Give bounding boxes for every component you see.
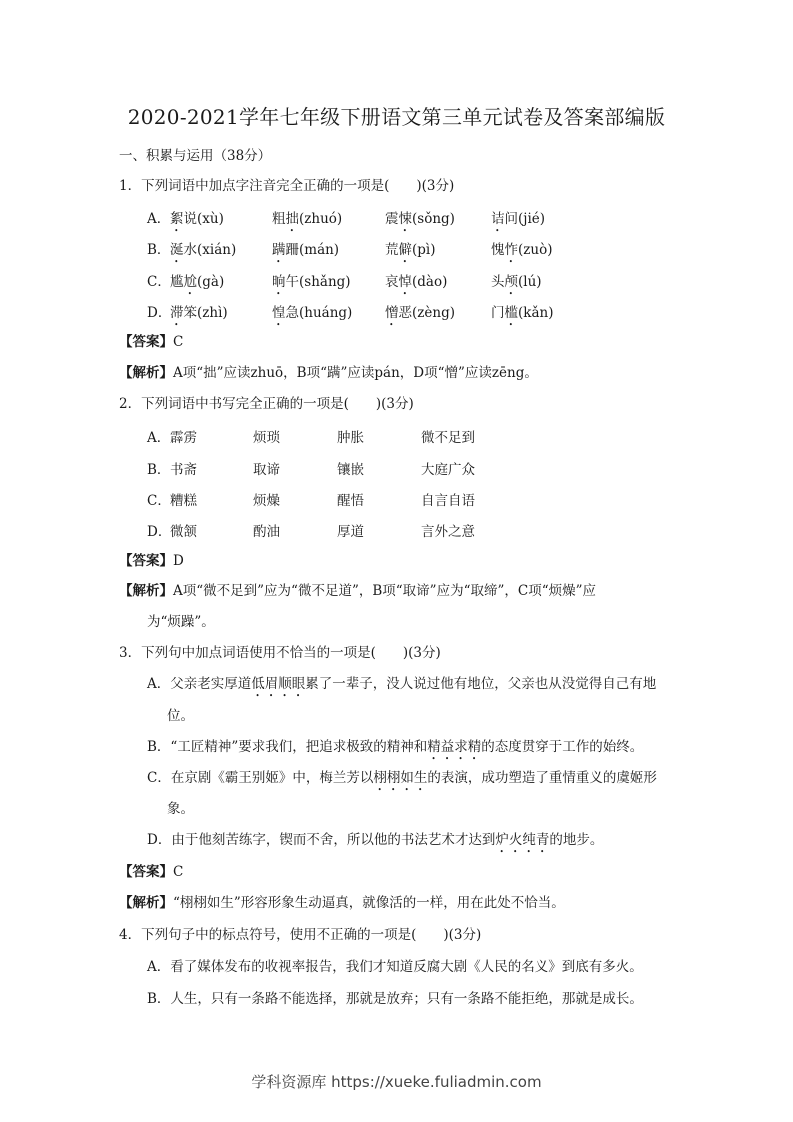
q1-option-c-item: 晌午(shǎng) [272, 274, 351, 290]
q1-option-c-label: C． [147, 274, 171, 290]
option-text: C．在京剧《霸王别姬》中，梅兰芳以 [147, 770, 374, 786]
q2-option-c-item: 自言自语 [421, 493, 475, 509]
analysis-text: “栩栩如生”形容形象生动逼真，就像活的一样，用在此处不恰当。 [173, 895, 565, 911]
q3-option-a [147, 675, 656, 700]
dotted-phrase: 精益求精 [427, 739, 482, 755]
q2-option-b-item: 大庭广众 [421, 462, 475, 478]
q2-option-c-item: 糟糕 [170, 493, 197, 509]
q1-answer [119, 333, 183, 351]
q3-option-b [147, 738, 643, 763]
q4-stem: 4．下列句子中的标点符号，使用不正确的一项是( )(3分) [119, 927, 482, 943]
answer-tag: 【答案】 [119, 553, 173, 569]
q2-option-a-item: 微不足到 [421, 430, 475, 446]
answer-value: C [173, 334, 184, 350]
q2-option-a-item: 烦琐 [253, 430, 280, 446]
q1-option-a-item: 诘问(jié) [491, 211, 546, 227]
q3-analysis [119, 894, 565, 912]
q2-option-b-item: 书斋 [170, 462, 197, 478]
q3-option-d [147, 831, 603, 856]
q2-option-d-item: 酌油 [253, 524, 280, 540]
q1-option-c-item: 尴尬(gà) [170, 274, 225, 290]
dotted-phrase: 炉火纯青 [495, 832, 550, 848]
dotted-phrase: 低眉顺眼 [251, 676, 306, 692]
analysis-text: A项“微不足到”应为“微不足道”，B项“取谛”应为“取缔”，C项“烦燥”应 [173, 583, 597, 599]
q1-option-d-item: 门槛(kǎn) [491, 305, 554, 321]
q1-option-a-item: 震悚(sǒng) [385, 211, 455, 227]
q1-option-d-item: 憎恶(zèng) [385, 305, 455, 321]
answer-tag: 【答案】 [119, 334, 173, 350]
q1-option-d-label: D． [147, 305, 172, 321]
q2-option-a-item: 肿胀 [337, 430, 364, 446]
q1-option-a-item: 粗拙(zhuó) [272, 211, 343, 227]
q2-option-d-item: 言外之意 [421, 524, 475, 540]
q1-option-d-item: 惶急(huáng) [272, 305, 353, 321]
q1-option-b-item: 蹒跚(mán) [272, 242, 340, 258]
analysis-tag: 【解析】 [119, 583, 173, 599]
q2-answer [119, 552, 184, 570]
option-text: A．父亲老实厚道 [147, 676, 252, 692]
option-text: 的表演，成功塑造了重情重义的虞姬形 [427, 770, 657, 786]
answer-value: D [173, 553, 184, 569]
q3-option-c [147, 769, 657, 794]
q2-option-c-label: C． [147, 493, 171, 509]
analysis-text: A项“拙”应读zhuō，B项“蹒”应读pán，D项“憎”应读zēng。 [173, 365, 538, 381]
q1-option-b-item: 涎水(xián) [170, 242, 237, 258]
q1-option-a-item: 絮说(xù) [170, 211, 224, 227]
section-heading: 一、积累与运用（38分） [119, 148, 272, 164]
option-text: 的态度贯穿于工作的始终。 [481, 739, 644, 755]
q2-option-c-item: 烦燥 [253, 493, 280, 509]
q1-option-b-label: B． [147, 242, 171, 258]
answer-tag: 【答案】 [119, 864, 173, 880]
option-text: 的地步。 [549, 832, 604, 848]
option-text: 累了一辈子，没人说过他有地位，父亲也从没觉得自己有地 [305, 676, 657, 692]
q2-option-a-label: A． [147, 430, 171, 446]
q1-analysis [119, 364, 538, 382]
q2-stem: 2．下列词语中书写完全正确的一项是( )(3分) [119, 396, 414, 412]
q3-stem: 3．下列句中加点词语使用不恰当的一项是( )(3分) [119, 645, 441, 661]
q4-option-a: A．看了媒体发布的收视率报告，我们才知道反腐大剧《人民的名义》到底有多火。 [147, 959, 643, 975]
q1-option-b-item: 荒僻(pì) [385, 242, 436, 258]
q2-option-b-label: B． [147, 462, 171, 478]
q4-option-b: B．人生，只有一条路不能选择，那就是放弃；只有一条路不能拒绝，那就是成长。 [147, 991, 643, 1007]
q2-option-d-label: D． [147, 524, 172, 540]
q1-option-a-label: A． [147, 211, 171, 227]
option-text: B．“工匠精神”要求我们，把追求极致的精神和 [147, 739, 428, 755]
q2-option-c-item: 醒悟 [337, 493, 364, 509]
q2-analysis-cont: 为“烦躁”。 [147, 614, 215, 630]
q1-option-d-item: 滞笨(zhì) [170, 305, 228, 321]
q3-answer [119, 863, 183, 881]
footer-watermark: 学科资源库 https://xueke.fuliadmin.com [251, 1073, 542, 1091]
q1-option-c-item: 哀悼(dào) [385, 274, 448, 290]
dotted-phrase: 栩栩如生 [373, 770, 428, 786]
analysis-tag: 【解析】 [119, 895, 173, 911]
q1-option-c-item: 头颅(lú) [491, 274, 542, 290]
q2-option-b-item: 取谛 [253, 462, 280, 478]
q2-option-d-item: 微颔 [170, 524, 197, 540]
analysis-tag: 【解析】 [119, 365, 173, 381]
q3-option-c-cont: 象。 [167, 801, 194, 817]
option-text: D．由于他刻苦练字，锲而不舍，所以他的书法艺术才达到 [147, 832, 496, 848]
q2-option-a-item: 霹雳 [170, 430, 197, 446]
q2-analysis [119, 582, 596, 600]
q2-option-b-item: 镶嵌 [337, 462, 364, 478]
q1-stem: 1．下列词语中加点字注音完全正确的一项是( )(3分) [119, 178, 455, 194]
q3-option-a-cont: 位。 [167, 708, 194, 724]
answer-value: C [173, 864, 184, 880]
page-title: 2020-2021学年七年级下册语文第三单元试卷及答案部编版 [127, 105, 666, 129]
q1-option-b-item: 愧怍(zuò) [491, 242, 553, 258]
q2-option-d-item: 厚道 [337, 524, 364, 540]
